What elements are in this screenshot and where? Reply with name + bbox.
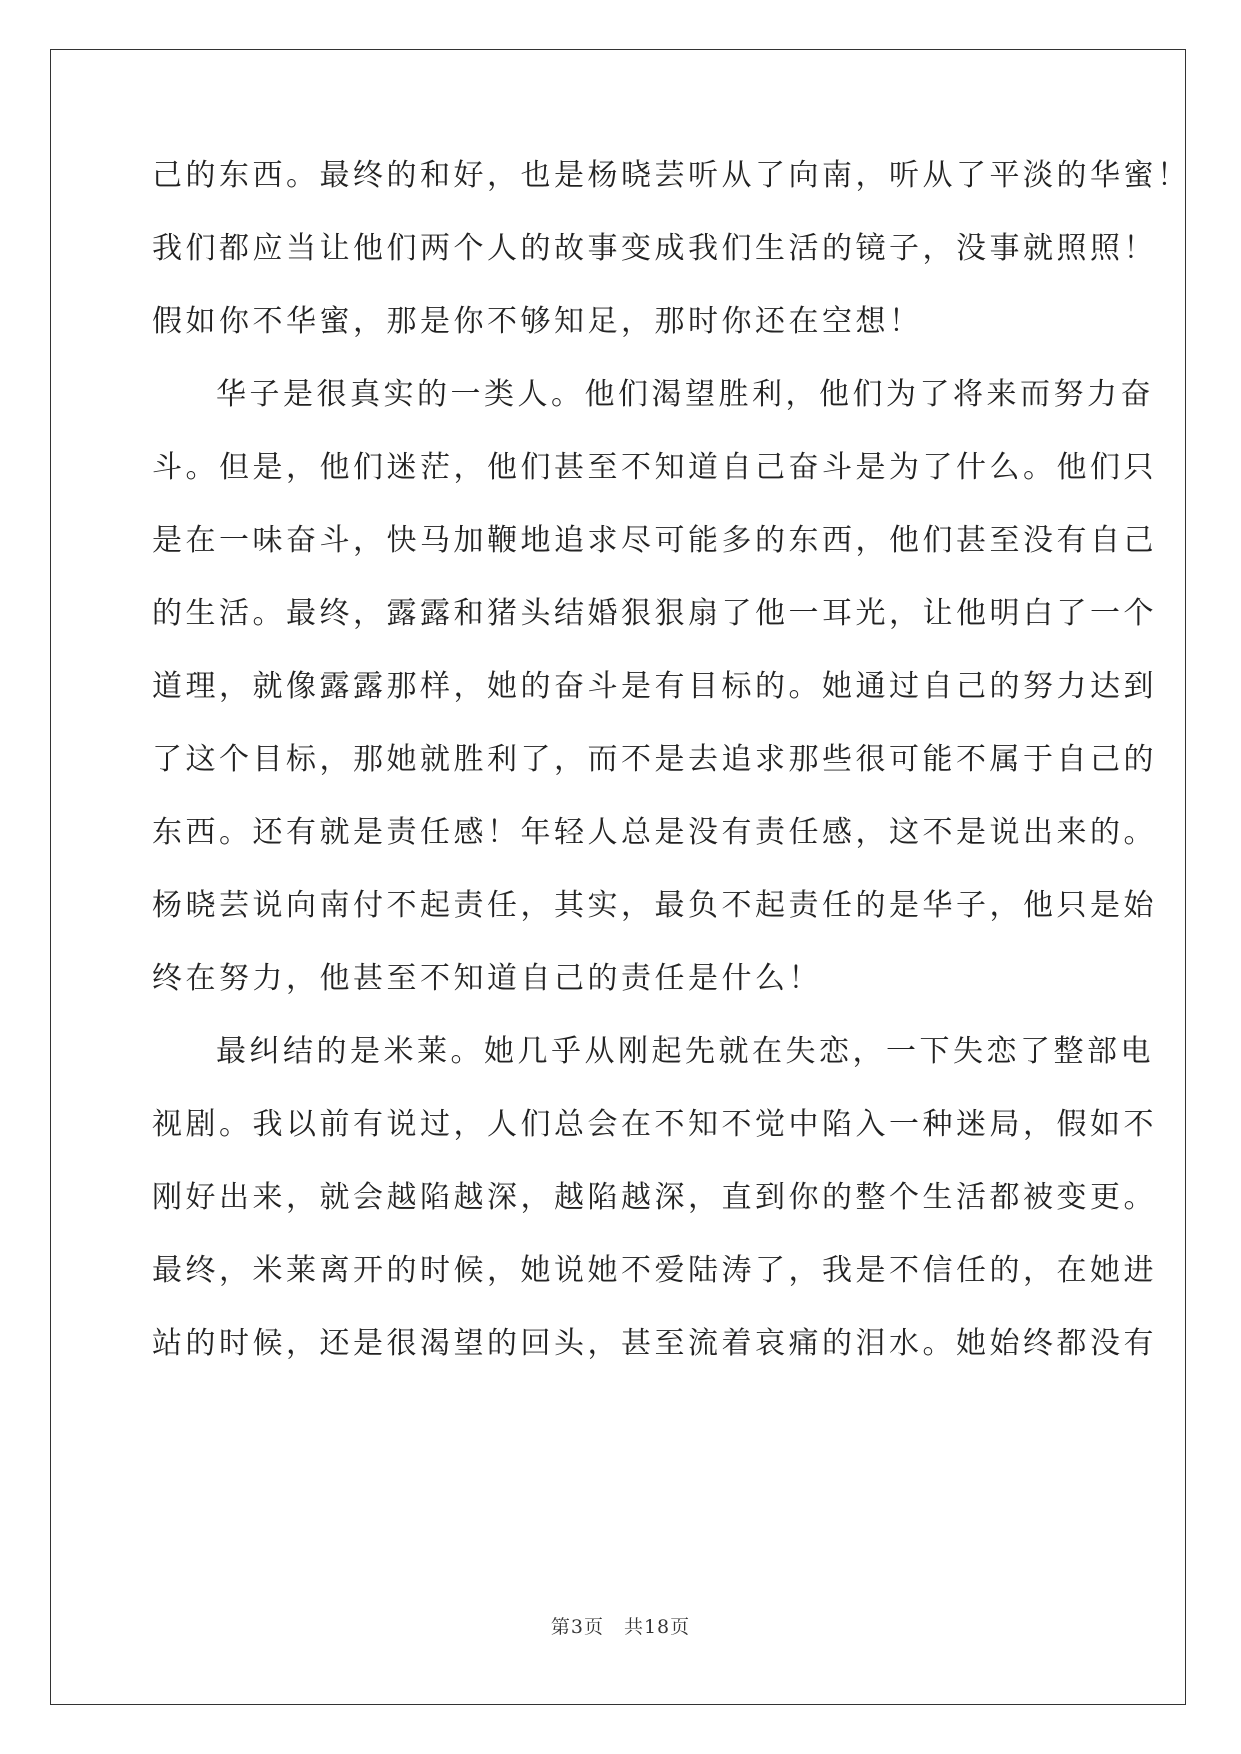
- text-line: 最终，米莱离开的时候，她说她不爱陆涛了，我是不信任的，在她进: [152, 1253, 1157, 1288]
- paragraph-first-line: 最纠结的是米莱。她几乎从刚起先就在失恋，一下失恋了整部电: [216, 1034, 1154, 1069]
- text-line: 杨晓芸说向南付不起责任，其实，最负不起责任的是华子，他只是始: [152, 888, 1157, 923]
- text-line: 东西。还有就是责任感！年轻人总是没有责任感，这不是说出来的。: [152, 815, 1157, 850]
- text-line: 道理，就像露露那样，她的奋斗是有目标的。她通过自己的努力达到: [152, 669, 1157, 704]
- text-line: 假如你不华蜜，那是你不够知足，那时你还在空想！: [152, 304, 923, 339]
- text-line: 刚好出来，就会越陷越深，越陷越深，直到你的整个生活都被变更。: [152, 1180, 1157, 1215]
- text-line: 终在努力，他甚至不知道自己的责任是什么！: [152, 961, 822, 996]
- text-line: 站的时候，还是很渴望的回头，甚至流着哀痛的泪水。她始终都没有: [152, 1326, 1157, 1361]
- text-line: 的生活。最终，露露和猪头结婚狠狠扇了他一耳光，让他明白了一个: [152, 596, 1157, 631]
- total-pages: 共18页: [623, 1616, 691, 1638]
- page-number: 第3页: [550, 1616, 604, 1638]
- page-footer: [0, 1612, 1241, 1639]
- page-border: [50, 49, 1186, 1705]
- text-line: 了这个目标，那她就胜利了，而不是去追求那些很可能不属于自己的: [152, 742, 1157, 777]
- text-line: 我们都应当让他们两个人的故事变成我们生活的镜子，没事就照照！: [152, 231, 1157, 266]
- text-line: 视剧。我以前有说过，人们总会在不知不觉中陷入一种迷局，假如不: [152, 1107, 1157, 1142]
- paragraph-first-line: 华子是很真实的一类人。他们渴望胜利，他们为了将来而努力奋: [216, 377, 1154, 412]
- text-line: 是在一味奋斗，快马加鞭地追求尽可能多的东西，他们甚至没有自己: [152, 523, 1157, 558]
- text-line: 斗。但是，他们迷茫，他们甚至不知道自己奋斗是为了什么。他们只: [152, 450, 1157, 485]
- text-line: 己的东西。最终的和好，也是杨晓芸听从了向南，听从了平淡的华蜜！: [152, 158, 1191, 193]
